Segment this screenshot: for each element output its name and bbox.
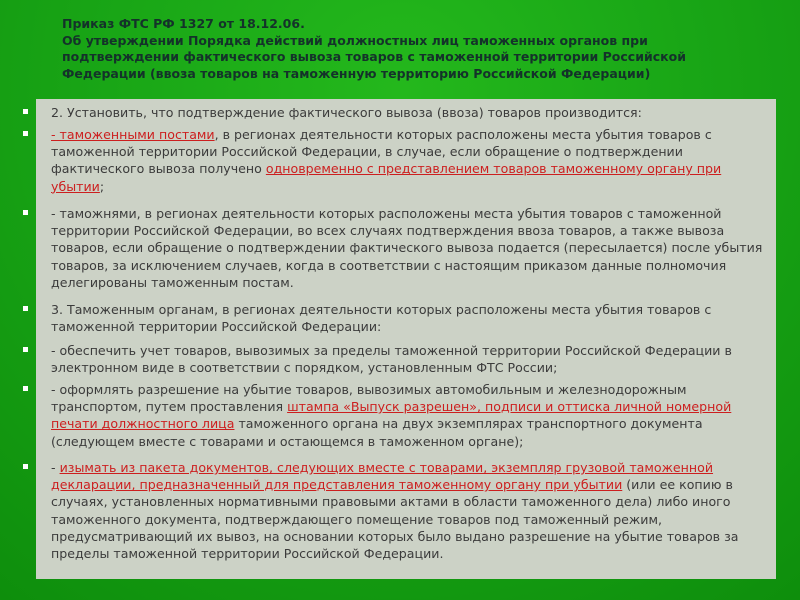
- document-title: [62, 16, 752, 82]
- bullet-icon: [23, 464, 28, 469]
- bullet-icon: [23, 210, 28, 215]
- bullet-icon: [23, 386, 28, 391]
- item-text: 2. Установить, что подтверждение фактического вывоза (ввоза) товаров производится:: [51, 105, 642, 120]
- bullet-icon: [23, 347, 28, 352]
- item-text: - изымать из пакета документов, следующих вместе с товарами, экземпляр грузовой таможенной декларации, предназначенный для представления таможенному органу при убытии (или ее копию в случаях, установленных нормативными правовыми актами в области таможенного дела) либо иного таможенного документа, подтверждающего помещение товаров под таможенный режим, предусматривающий их вывоз, на основании которых было выдано разрешение на убытие товаров за пределы таможенной территории Российской Федерации.: [51, 460, 739, 562]
- list-item: [36, 459, 776, 562]
- bullet-icon: [23, 109, 28, 114]
- item-text: - обеспечить учет товаров, вывозимых за пределы таможенной территории Российской Федерации в электронном виде в соответствии с порядком, установленным ФТС России;: [51, 343, 732, 376]
- item-text: - таможнями, в регионах деятельности которых расположены места убытия товаров с таможенной территории Российской Федерации, во всех случаях подтверждения ввоза товаров, а также вывоза товаров, если обращение о подтверждении фактического вывоза подается (пересылается) после убытия товаров, за исключением случаев, когда в соответствии с настоящим приказом данные полномочия делегированы таможенным постам.: [51, 206, 763, 290]
- list-item: [36, 205, 776, 291]
- item-text: - оформлять разрешение на убытие товаров, вывозимых автомобильным и железнодорожным транспортом, путем проставления штампа «Выпуск разрешен», подписи и оттиска личной номерной печати должностного лица таможенного органа на двух экземплярах транспортного документа (следующем вместе с товарами и остающемся в таможенном органе);: [51, 382, 732, 449]
- bullet-icon: [23, 306, 28, 311]
- list-item: [36, 126, 776, 195]
- highlighted-text: - таможенными постами: [51, 127, 215, 142]
- item-text: - таможенными постами, в регионах деятельности которых расположены места убытия товаров с таможенной территории Российской Федерации, в случае, если обращение о подтверждении фактического вывоза получено одновременно с представлением товаров таможенному органу при убытии;: [51, 127, 722, 194]
- list-item: [36, 381, 776, 450]
- list-item: [36, 301, 776, 335]
- title-line-3: подтверждении фактического вывоза товаров с таможенной территории Российской: [62, 49, 686, 64]
- content-panel: [36, 99, 776, 579]
- highlighted-text: одновременно с представлением товаров таможенному органу при убытии: [51, 161, 722, 194]
- list-item: [36, 342, 776, 376]
- title-line-4: Федерации (ввоза товаров на таможенную территорию Российской Федерации): [62, 65, 651, 81]
- list-item: [36, 104, 776, 121]
- highlighted-text: штампа «Выпуск разрешен», подписи и оттиска личной номерной печати должностного лица: [51, 399, 732, 432]
- item-text: 3. Таможенным органам, в регионах деятельности которых расположены места убытия товаров с таможенной территории Российской Федерации:: [51, 302, 712, 335]
- title-line-2: Об утверждении Порядка действий должностных лиц таможенных органов при: [62, 32, 648, 48]
- highlighted-text: изымать из пакета документов, следующих вместе с товарами, экземпляр грузовой таможенной декларации, предназначенный для представления таможенному органу при убытии: [51, 460, 714, 493]
- title-line-1: Приказ ФТС РФ 1327 от 18.12.06.: [62, 16, 305, 31]
- bullet-icon: [23, 131, 28, 136]
